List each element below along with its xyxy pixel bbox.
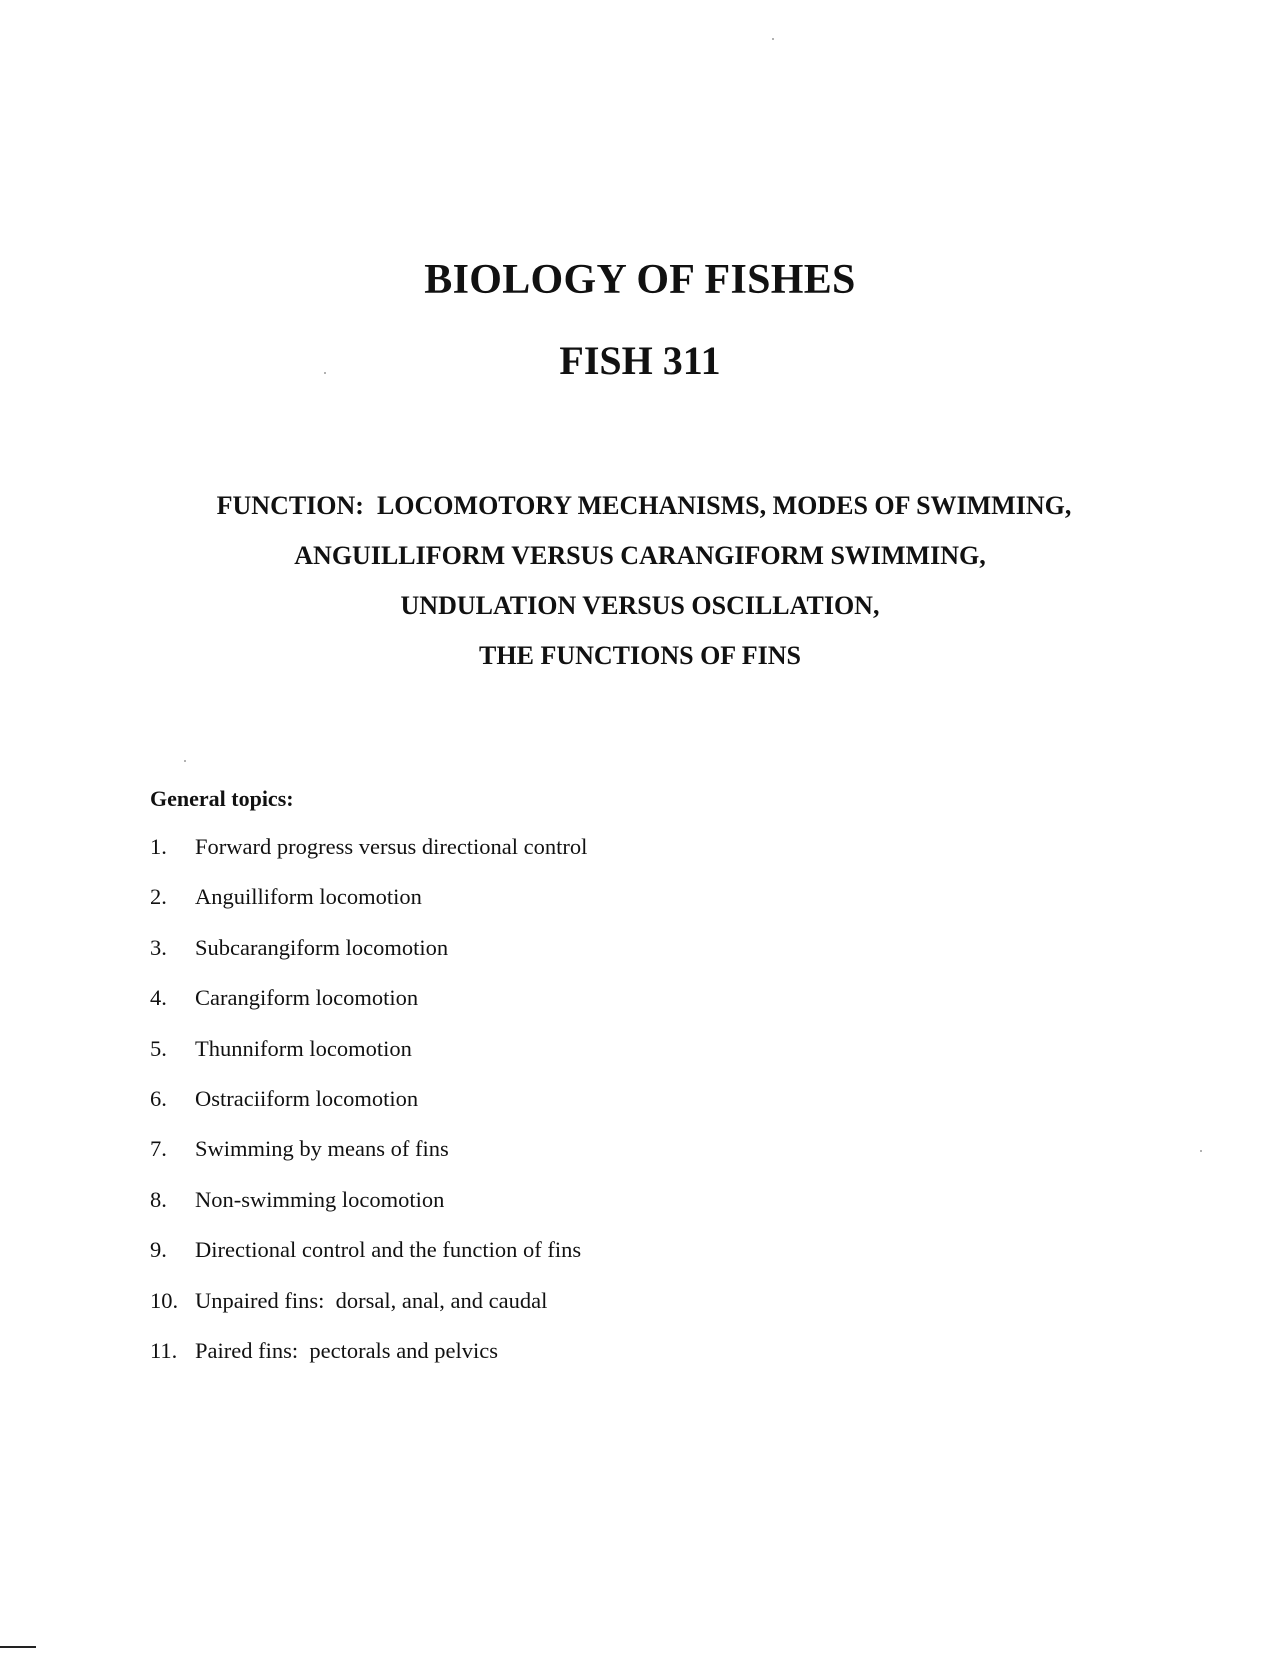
topic-number: 11.: [150, 1337, 178, 1363]
list-item: [150, 1035, 587, 1085]
list-item: [150, 1186, 587, 1236]
topic-text: Subcarangiform locomotion: [195, 934, 449, 960]
topic-number: 9.: [150, 1237, 167, 1263]
topic-number: 3.: [150, 934, 167, 960]
topic-number: 5.: [150, 1035, 167, 1061]
scan-speck: [184, 760, 186, 762]
course-code: FISH 311: [559, 338, 721, 383]
topic-number: 10.: [150, 1287, 179, 1313]
topic-number: 1.: [150, 834, 167, 859]
topic-number: 4.: [150, 985, 167, 1011]
list-item: [150, 883, 587, 933]
topic-text: Forward progress versus directional control: [195, 834, 588, 859]
topic-text: Thunniform locomotion: [195, 1035, 412, 1061]
scan-speck: [772, 38, 774, 40]
topic-text: Directional control and the function of fins: [195, 1237, 582, 1263]
topic-text: Swimming by means of fins: [195, 1136, 449, 1162]
function-line: THE FUNCTIONS OF FINS: [479, 641, 801, 670]
function-line: UNDULATION VERSUS OSCILLATION,: [400, 591, 880, 620]
topic-number: 2.: [150, 884, 167, 910]
topic-number: 7.: [150, 1136, 167, 1162]
topics-heading: General topics:: [150, 786, 294, 811]
list-item: [150, 1085, 587, 1135]
topic-text: Carangiform locomotion: [195, 985, 419, 1011]
topic-number: 8.: [150, 1186, 167, 1212]
list-item: [150, 1135, 587, 1185]
list-item: [150, 1236, 587, 1286]
scan-edge-mark: [0, 1646, 36, 1648]
function-heading: [0, 490, 1280, 690]
topic-number: 6.: [150, 1085, 167, 1111]
list-item: [150, 833, 587, 883]
document-title: BIOLOGY OF FISHES: [424, 257, 856, 303]
function-line: ANGUILLIFORM VERSUS CARANGIFORM SWIMMING,: [294, 541, 986, 570]
function-line: FUNCTION: LOCOMOTORY MECHANISMS, MODES OF SWIMMING,: [216, 491, 1072, 520]
list-item: [150, 1337, 587, 1387]
topic-text: Anguilliform locomotion: [195, 884, 422, 910]
topic-text: Ostraciiform locomotion: [195, 1085, 419, 1111]
topic-list: [150, 833, 587, 1387]
scan-speck: [1200, 1150, 1202, 1152]
list-item: [150, 1287, 587, 1337]
list-item: [150, 984, 587, 1034]
topic-text: Unpaired fins: dorsal, anal, and caudal: [195, 1287, 548, 1313]
list-item: [150, 934, 587, 984]
topic-text: Non-swimming locomotion: [195, 1186, 445, 1212]
scan-speck: [324, 372, 326, 374]
topic-text: Paired fins: pectorals and pelvics: [195, 1337, 499, 1363]
